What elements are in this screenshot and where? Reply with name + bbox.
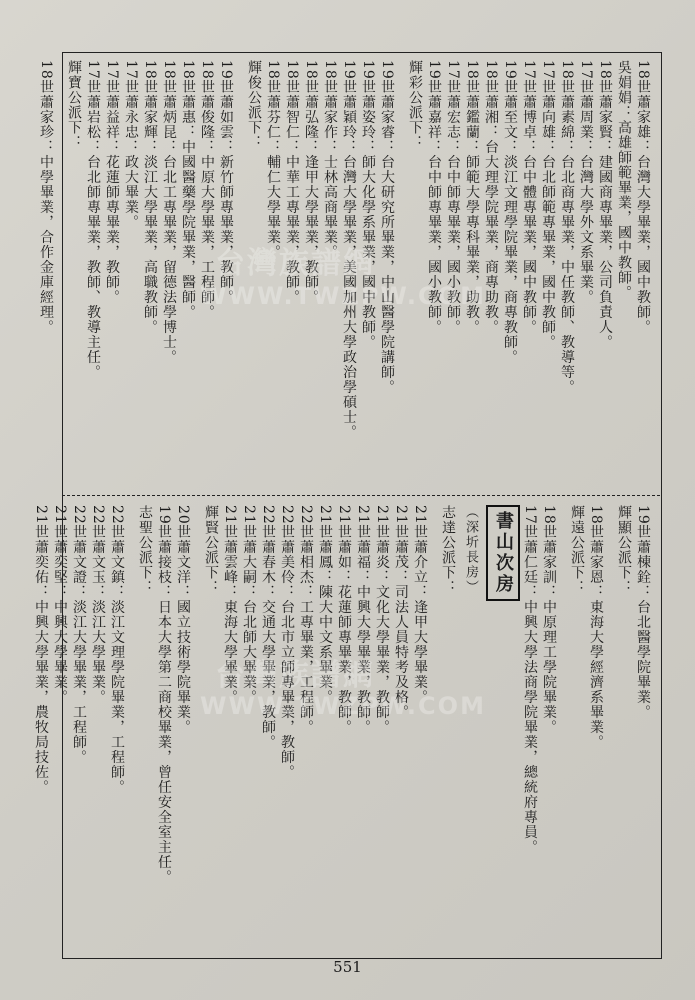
genealogy-entry: 19世蕭嘉祥：台中師專畢業，國小教師。 bbox=[426, 60, 442, 335]
watermark-url: WWW.TWZPW.COM bbox=[200, 282, 486, 310]
genealogy-entry: 17世蕭益祥：花蓮師專畢業，教師。 bbox=[104, 60, 120, 305]
genealogy-entry: 21世蕭奕佑：中興大學畢業，農牧局技佐。 bbox=[33, 505, 49, 795]
genealogy-entry: 18世蕭家恩：東海大學經濟系畢業。 bbox=[588, 505, 604, 750]
genealogy-entry: 22世蕭文鎮：淡江文理學院畢業，工程師。 bbox=[109, 505, 125, 795]
section-divider bbox=[62, 495, 660, 496]
branch-subtitle: （深圻長房） bbox=[463, 505, 478, 595]
genealogy-entry: 19世蕭至文：淡江文理學院畢業，商專教師。 bbox=[502, 60, 518, 365]
genealogy-entry: 20世蕭文洋：國立技術學院畢業。 bbox=[175, 505, 191, 735]
genealogy-entry: 18世蕭素綿：台北商專畢業，中任教師、教導等。 bbox=[559, 60, 575, 395]
branch-heading: 志達公派下： bbox=[440, 505, 456, 595]
genealogy-entry: 18世蕭家雄：台灣大學畢業，國中教師。 bbox=[635, 60, 651, 335]
genealogy-entry: 吳娟娟：高雄師範畢業，國中教師。 bbox=[616, 60, 632, 300]
branch-heading: 輝賢公派下： bbox=[203, 505, 219, 595]
genealogy-entry: 18世蕭家輝：淡江大學畢業，高職教師。 bbox=[142, 60, 158, 335]
genealogy-entry: 17世蕭仁廷：中興大學法商學院畢業，總統府專員。 bbox=[522, 505, 538, 855]
watermark-text: 台灣族譜網 bbox=[215, 246, 375, 281]
genealogy-entry: 19世蕭穎玲：台灣大學畢業，美國加州大學政治學碩士。 bbox=[341, 60, 357, 440]
genealogy-lower-section bbox=[33, 505, 660, 950]
watermark-url: WWW.TWZPW.COM bbox=[200, 692, 486, 720]
genealogy-entry: 19世蕭姿玲：師大化學系畢業，國中教師。 bbox=[360, 60, 376, 350]
genealogy-entry: 22世蕭文玉：淡江大學畢業。 bbox=[90, 505, 106, 705]
genealogy-entry: 18世蕭鑑蘭：師範大學專科畢業，助教。 bbox=[464, 60, 480, 335]
genealogy-entry: 22世蕭美伶：台北市立師專畢業，教師。 bbox=[279, 505, 295, 780]
genealogy-entry: 18世蕭家訓：中原理工學院畢業。 bbox=[541, 505, 557, 735]
genealogy-entry: 21世蕭茂：司法人員特考及格。 bbox=[393, 505, 409, 720]
branch-heading: 輝寶公派下： bbox=[66, 60, 82, 150]
genealogy-entry: 21世蕭炎：文化大學畢業，教師。 bbox=[374, 505, 390, 735]
watermark-text: 台灣族譜網 bbox=[215, 658, 375, 693]
genealogy-entry: 18世蕭家賢：建國商專畢業，公司負責人。 bbox=[597, 60, 613, 350]
branch-heading: 輝遠公派下： bbox=[569, 505, 585, 595]
genealogy-entry: 21世蕭福：中興大學畢業，教師。 bbox=[355, 505, 371, 735]
genealogy-entry: 21世蕭介立：逢甲大學畢業。 bbox=[412, 505, 428, 705]
genealogy-entry: 18世蕭家珍：中學畢業，合作金庫經理。 bbox=[38, 60, 54, 335]
branch-title-box: 書山次房 bbox=[486, 505, 520, 601]
branch-heading: 輝顯公派下： bbox=[616, 505, 632, 595]
genealogy-entry: 18世蕭湘：台大理學院畢業，商專助教。 bbox=[483, 60, 499, 335]
genealogy-entry: 18世蕭芬仁：輔仁大學畢業。 bbox=[265, 60, 281, 260]
genealogy-entry: 19世蕭如雲：新竹師專畢業，教師。 bbox=[218, 60, 234, 305]
genealogy-entry: 21世蕭如：花蓮師專畢業，教師。 bbox=[336, 505, 352, 735]
genealogy-entry: 18世蕭惠：中國醫藥學院畢業，醫師。 bbox=[180, 60, 196, 320]
genealogy-entry: 17世蕭向雄：台北師範專畢業，國中教師。 bbox=[540, 60, 556, 350]
genealogy-entry: 17世蕭永忠：政大畢業。 bbox=[123, 60, 139, 230]
genealogy-entry: 18世蕭弘隆：逢甲大學畢業，教師。 bbox=[303, 60, 319, 305]
genealogy-entry: 17世蕭岩松：台北師專畢業，教師、教導主任。 bbox=[85, 60, 101, 380]
genealogy-entry: 19世蕭棟銓：台北醫學院畢業。 bbox=[635, 505, 651, 720]
genealogy-entry: 18世蕭智仁：中華工專畢業，教師。 bbox=[284, 60, 300, 305]
genealogy-entry: 19世蕭家睿：台大研究所畢業，中山醫學院講師。 bbox=[379, 60, 395, 395]
genealogy-entry: 21世蕭鳳：陳大中文系畢業。 bbox=[317, 505, 333, 705]
genealogy-upper-section bbox=[38, 60, 660, 490]
genealogy-entry: 17世蕭周業：台灣大學外文系畢業。 bbox=[578, 60, 594, 305]
genealogy-entry: 21世蕭大嗣：台北師大畢業。 bbox=[241, 505, 257, 705]
genealogy-entry: 21世蕭雲峰：東海大學畢業。 bbox=[222, 505, 238, 705]
branch-heading: 輝俊公派下： bbox=[246, 60, 262, 150]
genealogy-entry: 18世蕭俊隆：中原大學畢業，工程師。 bbox=[199, 60, 215, 320]
genealogy-entry: 22世蕭春木：交通大學畢業，教師。 bbox=[260, 505, 276, 750]
branch-heading: 輝彩公派下： bbox=[407, 60, 423, 150]
genealogy-entry: 22世蕭相杰：工專畢業，工程師。 bbox=[298, 505, 314, 735]
genealogy-entry: 17世蕭博卓：台中體專畢業，國中教師。 bbox=[521, 60, 537, 335]
page-number: 551 bbox=[333, 958, 362, 976]
branch-heading: 志聖公派下： bbox=[137, 505, 153, 595]
genealogy-entry: 17世蕭宏志：台中師專畢業，國小教師。 bbox=[445, 60, 461, 335]
genealogy-entry: 19世蕭接枝：日本大學第二商校畢業，曾任安全室主任。 bbox=[156, 505, 172, 885]
genealogy-entry: 18世蕭炳昆：台北工專畢業，留德法學博士。 bbox=[161, 60, 177, 365]
genealogy-entry: 22世蕭文證：淡江大學畢業，工程師。 bbox=[71, 505, 87, 765]
genealogy-entry: 18世蕭家作：士林高商畢業。 bbox=[322, 60, 338, 260]
genealogy-entry: 21世蕭奕堅：中興大學畢業。 bbox=[52, 505, 68, 705]
